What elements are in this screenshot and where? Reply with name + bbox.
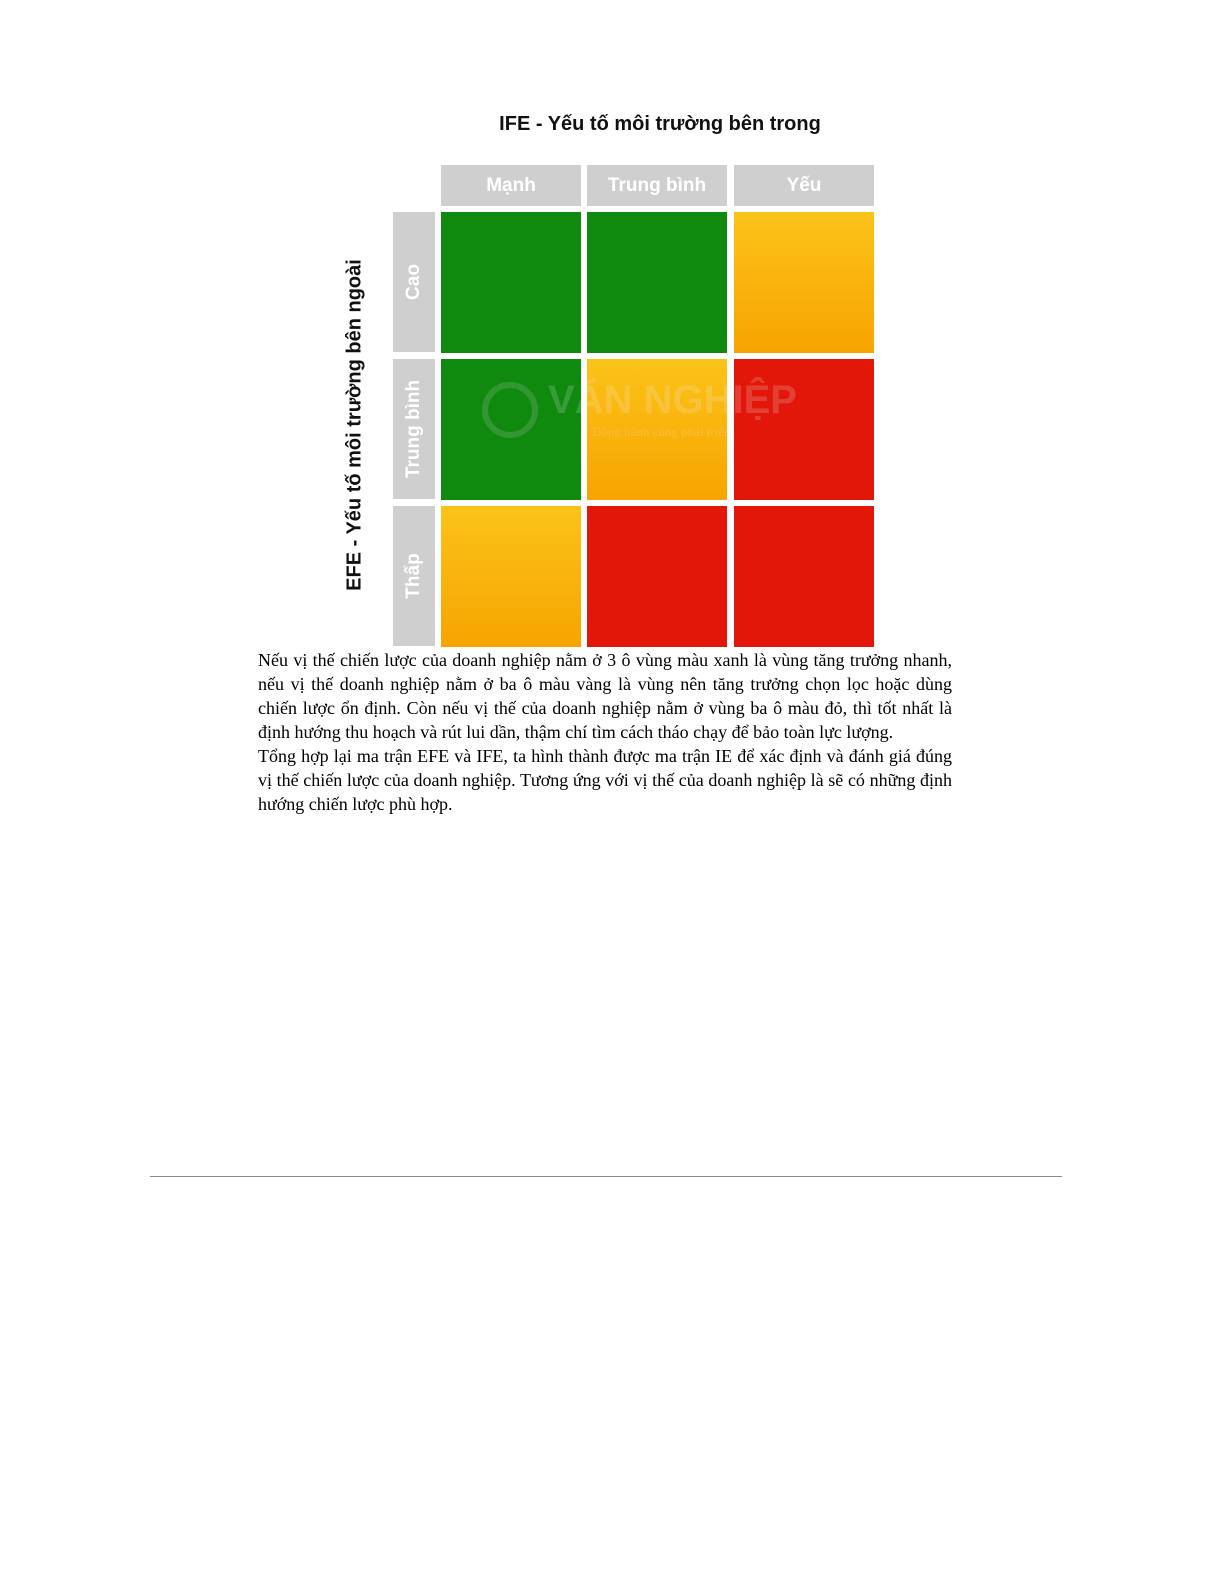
matrix-y-axis-title: EFE - Yếu tố môi trường bên ngoài (343, 259, 366, 591)
matrix-title: IFE - Yếu tố môi trường bên trong (499, 113, 821, 135)
matrix-cell (734, 212, 874, 353)
matrix-cell (441, 359, 581, 500)
column-header-weak: Yếu (734, 165, 874, 206)
matrix-cell (587, 506, 727, 647)
paragraph: Nếu vị thế chiến lược của doanh nghiệp nằm ở 3 ô vùng màu xanh là vùng tăng trưởng nhanh, nếu vị thế doanh nghiệp nằm ở ba ô màu vàng là vùng nên tăng trưởng chọn lọc hoặc dùng chiến lược ổn định. Còn nếu vị thế của doanh nghiệp nằm ở vùng ba ô màu đỏ, thì tốt nhất là định hướng thu hoạch và rút lui dần, thậm chí tìm cách tháo chạy để bảo toàn lực lượng. (258, 650, 952, 742)
matrix-cell (587, 212, 727, 353)
row-header-low (393, 506, 435, 646)
page-divider (150, 1176, 1062, 1177)
row-header-label: Cao (403, 264, 424, 300)
body-text (258, 648, 952, 816)
row-header-label: Thấp (403, 553, 424, 599)
paragraph: Tổng hợp lại ma trận EFE và IFE, ta hình thành được ma trận IE để xác định và đánh giá đúng vị thế chiến lược của doanh nghiệp. Tương ứng với vị thế của doanh nghiệp là sẽ có những định hướng chiến lược phù hợp. (258, 746, 952, 814)
matrix-cell (734, 359, 874, 500)
ie-matrix-figure (0, 0, 1225, 660)
matrix-cell (441, 212, 581, 353)
matrix-cell (734, 506, 874, 647)
column-header-strong: Mạnh (441, 165, 581, 206)
row-header-medium (393, 359, 435, 499)
column-header-medium: Trung bình (587, 165, 727, 206)
row-header-label: Trung bình (403, 379, 424, 479)
matrix-cell (441, 506, 581, 647)
row-header-high (393, 212, 435, 352)
matrix-cell (587, 359, 727, 500)
